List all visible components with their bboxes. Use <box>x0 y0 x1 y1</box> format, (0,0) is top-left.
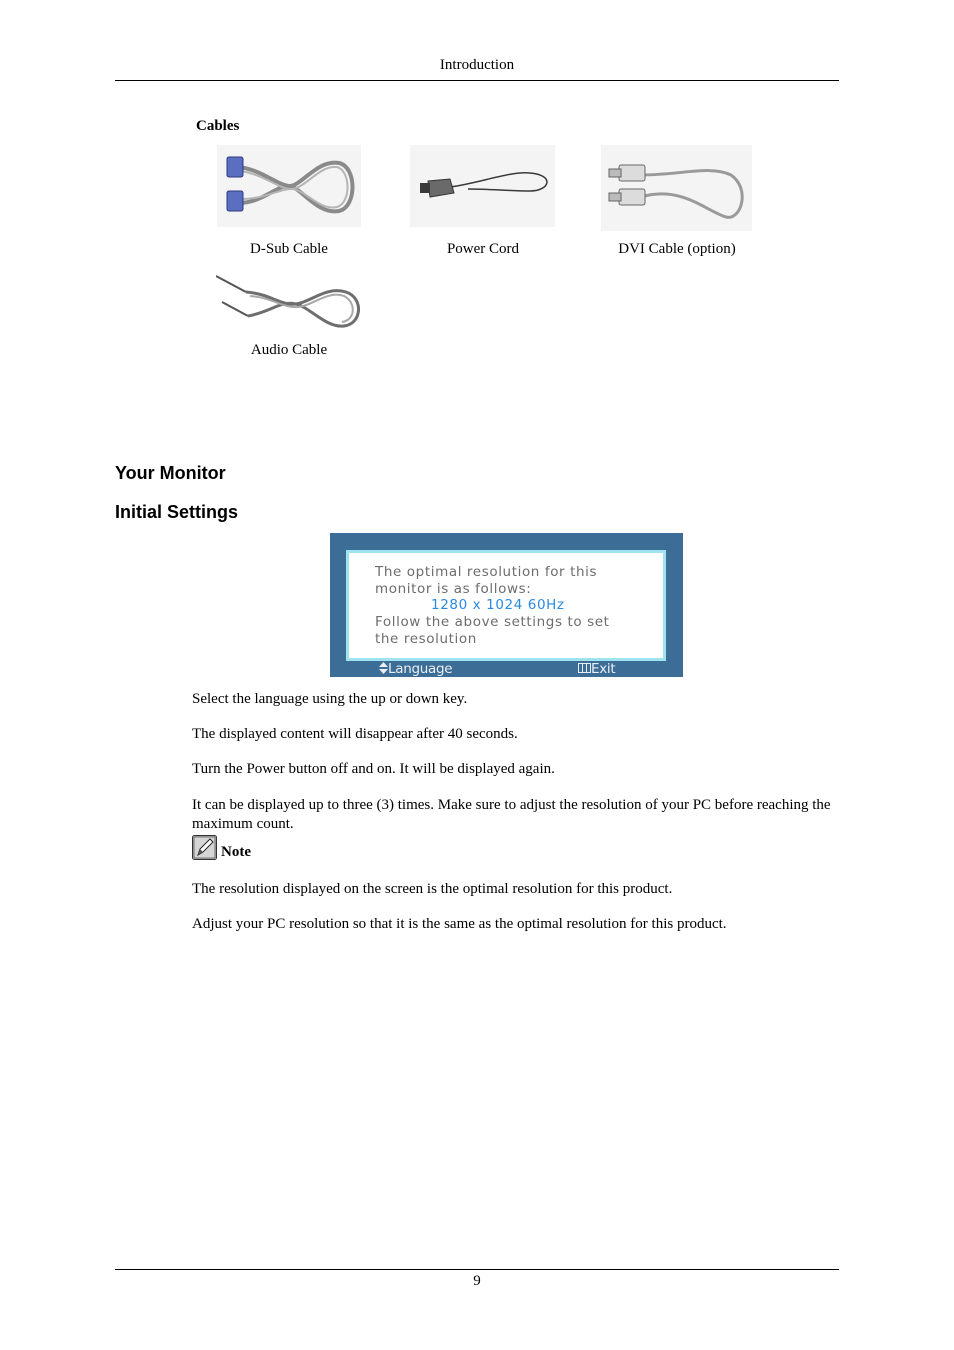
osd-resolution: 1280 x 1024 60Hz <box>431 597 565 613</box>
heading-your-monitor: Your Monitor <box>115 463 226 483</box>
osd-line-2: monitor is as follows: <box>375 581 532 597</box>
page-header-title: Introduction <box>439 57 515 73</box>
paragraph-3: Turn the Power button off and on. It will be displayed again. <box>192 761 555 777</box>
up-down-arrow-icon <box>379 662 388 674</box>
paragraph-1: Select the language using the up or down key. <box>192 691 468 707</box>
header-rule <box>115 80 839 81</box>
osd-exit-label: Exit <box>591 661 616 677</box>
osd-line-4: Follow the above settings to set <box>375 614 610 630</box>
osd-line-1: The optimal resolution for this <box>375 564 598 580</box>
osd-line-5: the resolution <box>375 631 477 647</box>
note-paragraph-1: The resolution displayed on the screen is the optimal resolution for this product. <box>192 881 673 897</box>
dsub-cable-icon <box>217 145 361 227</box>
heading-initial-settings: Initial Settings <box>115 502 239 522</box>
cables-heading: Cables <box>196 118 240 134</box>
note-label: Note <box>221 844 251 860</box>
osd-exit-button <box>578 661 615 677</box>
footer-rule <box>115 1269 839 1270</box>
cable-label-dsub: D-Sub Cable <box>250 241 328 257</box>
cable-label-power: Power Cord <box>446 241 520 257</box>
paragraph-4: It can be displayed up to three (3) times. Make sure to adjust the resolution of your PC before reaching the maximum count. <box>192 797 831 832</box>
audio-cable-icon <box>216 272 364 332</box>
page-number: 9 <box>473 1273 481 1289</box>
cable-label-audio: Audio Cable <box>250 342 328 358</box>
note-pencil-icon <box>192 835 217 860</box>
dvi-cable-icon <box>601 145 752 231</box>
menu-icon <box>578 663 591 673</box>
osd-language-label: Language <box>388 661 453 677</box>
note-paragraph-2: Adjust your PC resolution so that it is the same as the optimal resolution for this product. <box>192 916 727 932</box>
osd-language-button <box>379 661 452 677</box>
cable-label-dvi: DVI Cable (option) <box>618 241 736 257</box>
power-cord-icon <box>410 145 555 227</box>
osd-message-screen <box>330 533 683 677</box>
paragraph-2: The displayed content will disappear after 40 seconds. <box>192 726 518 742</box>
